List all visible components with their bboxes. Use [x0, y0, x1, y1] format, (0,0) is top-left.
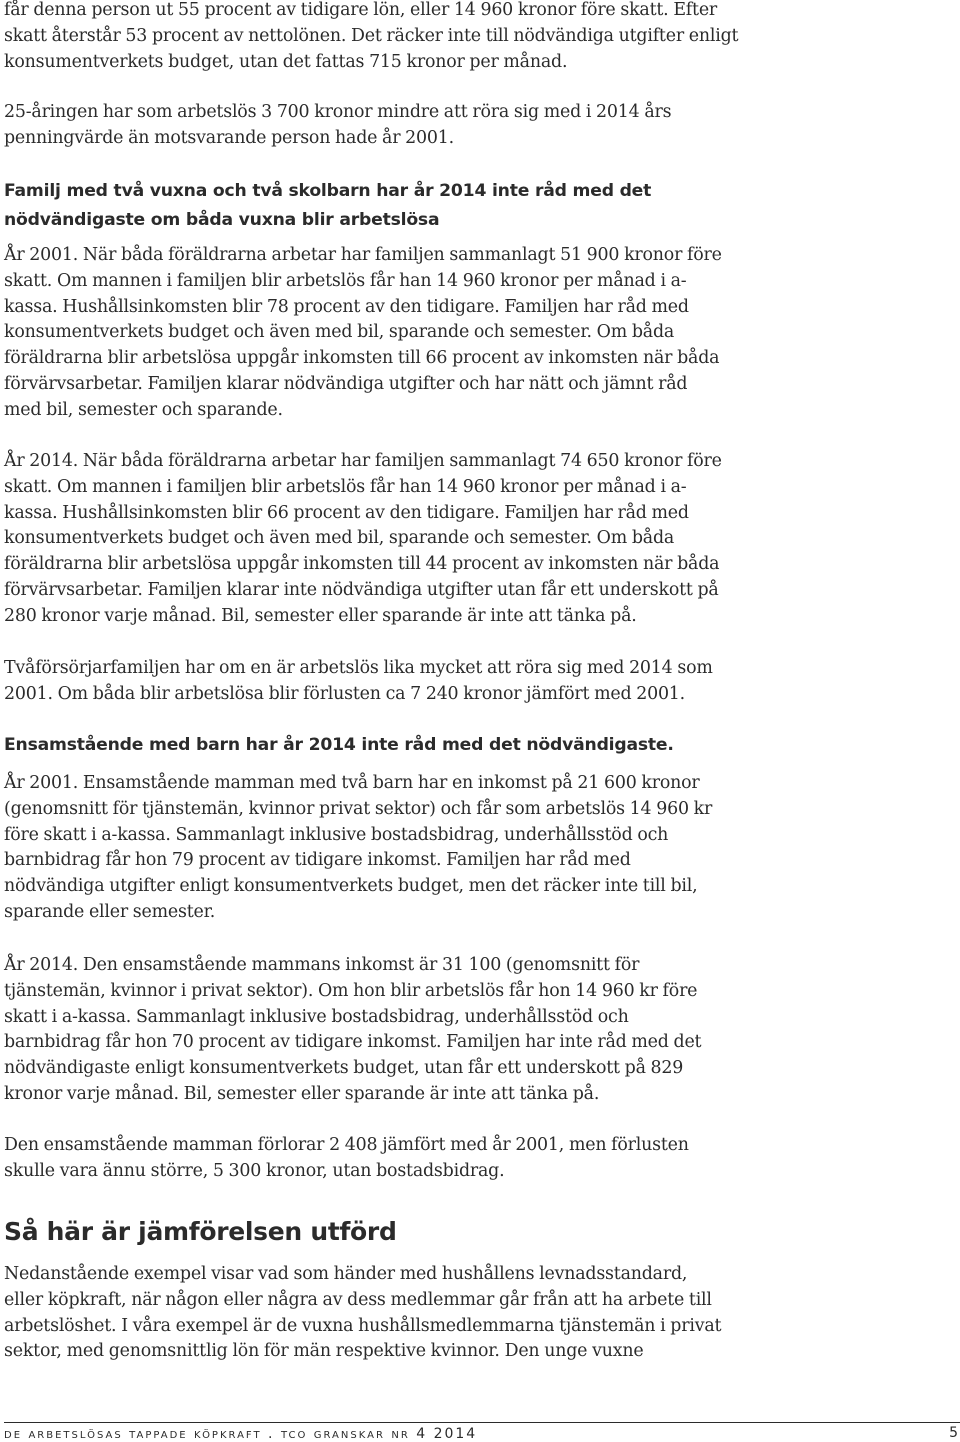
- heading-two-parent-family: Familj med två vuxna och två skolbarn har år 2014 inte råd med det nödvändigaste om båda vuxna blir arbetslösa: [4, 181, 652, 230]
- paragraph-methodology: Nedanstående exempel visar vad som händer med hushållens levnadsstandard, eller köpkraft, när någon eller några av dess medlemmar går från att ha arbete till arbetslöshet. I våra exempel är de vuxna hushållsmedlemmarna tjänstemän i privat sektor, med genomsnittlig lön för män respektive kvinnor. Den unge vuxne: [4, 1264, 722, 1362]
- paragraph-single-parent-2014: År 2014. Den ensamstående mammans inkomst är 31 100 (genomsnitt för tjänstemän, kvinnor i privat sektor). Om hon blir arbetslös får hon 14 960 kr före skatt i a-kassa. Sammanlagt inklusive bostadsbidrag, underhållsstöd och barnbidrag får hon 70 procent av tidigare inkomst. Familjen har inte råd med det nödvändigaste enligt konsumentverkets budget, utan får ett underskott på 829 kronor varje månad. Bil, semester eller sparande är inte att tänka på.: [4, 955, 702, 1104]
- paragraph-25-year-old: 25-åringen har som arbetslös 3 700 kronor mindre att röra sig med i 2014 års penningvärde än motsvarande person hade år 2001.: [4, 102, 672, 148]
- paragraph-two-earner-summary: Tvåförsörjarfamiljen har om en är arbetslös lika mycket att röra sig med 2014 som 2001. Om båda blir arbetslösa blir förlusten ca 7 240 kronor jämfört med 2001.: [4, 658, 713, 704]
- heading-single-parent: Ensamstående med barn har år 2014 inte råd med det nödvändigaste.: [4, 735, 674, 755]
- heading-methodology: Så här är jämförelsen utförd: [4, 1217, 397, 1246]
- paragraph-family-2001: År 2001. När båda föräldrarna arbetar har familjen sammanlagt 51 900 kronor före skatt. Om mannen i familjen blir arbetslös får han 14 960 kronor per månad i a-kassa. Hushållsinkomsten blir 78 procent av den tidigare. Familjen har råd med konsumentverkets budget och även med bil, sparande och semester. Om båda föräldrarna blir arbetslösa uppgår inkomsten till 66 procent av inkomsten när båda förvärvsarbetar. Familjen klarar nödvändiga utgifter och har nätt och jämnt råd med bil, semester och sparande.: [4, 245, 722, 420]
- page-footer: [4, 1418, 960, 1440]
- paragraph-family-2014: År 2014. När båda föräldrarna arbetar har familjen sammanlagt 74 650 kronor före skatt. Om mannen i familjen blir arbetslös får han 14 960 kronor per månad i a-kassa. Hushållsinkomsten blir 66 procent av den tidigare. Familjen har råd med konsumentverkets budget och även med bil, sparande och semester. Om båda föräldrarna blir arbetslösa uppgår inkomsten till 44 procent av inkomsten när båda förvärvsarbetar. Familjen klarar inte nödvändiga utgifter utan får ett underskott på 280 kronor varje månad. Bil, semester eller sparande är inte att tänka på.: [4, 451, 722, 626]
- footer-running-title: de arbetslösas tappade köpkraft . tco granskar nr 4 2014: [4, 1426, 478, 1442]
- paragraph-single-parent-summary: Den ensamstående mamman förlorar 2 408 jämfört med år 2001, men förlusten skulle vara ännu större, 5 300 kronor, utan bostadsbidrag.: [4, 1135, 689, 1181]
- footer-rule: [4, 1422, 960, 1423]
- paragraph-intro-continuation: får denna person ut 55 procent av tidigare lön, eller 14 960 kronor före skatt. Efter skatt återstår 53 procent av nettolönen. Det räcker inte till nödvändiga utgifter enligt konsumentverkets budget, utan det fattas 715 kronor per månad.: [4, 0, 739, 72]
- paragraph-single-parent-2001: År 2001. Ensamstående mamman med två barn har en inkomst på 21 600 kronor (genomsnitt för tjänstemän, kvinnor privat sektor) och får som arbetslös 14 960 kr före skatt i a-kassa. Sammanlagt inklusive bostadsbidrag, underhållsstöd och barnbidrag får hon 79 procent av tidigare inkomst. Familjen har råd med nödvändiga utgifter enligt konsumentverkets budget, men det räcker inte till bil, sparande eller semester.: [4, 773, 713, 922]
- page-number: 5: [949, 1425, 958, 1441]
